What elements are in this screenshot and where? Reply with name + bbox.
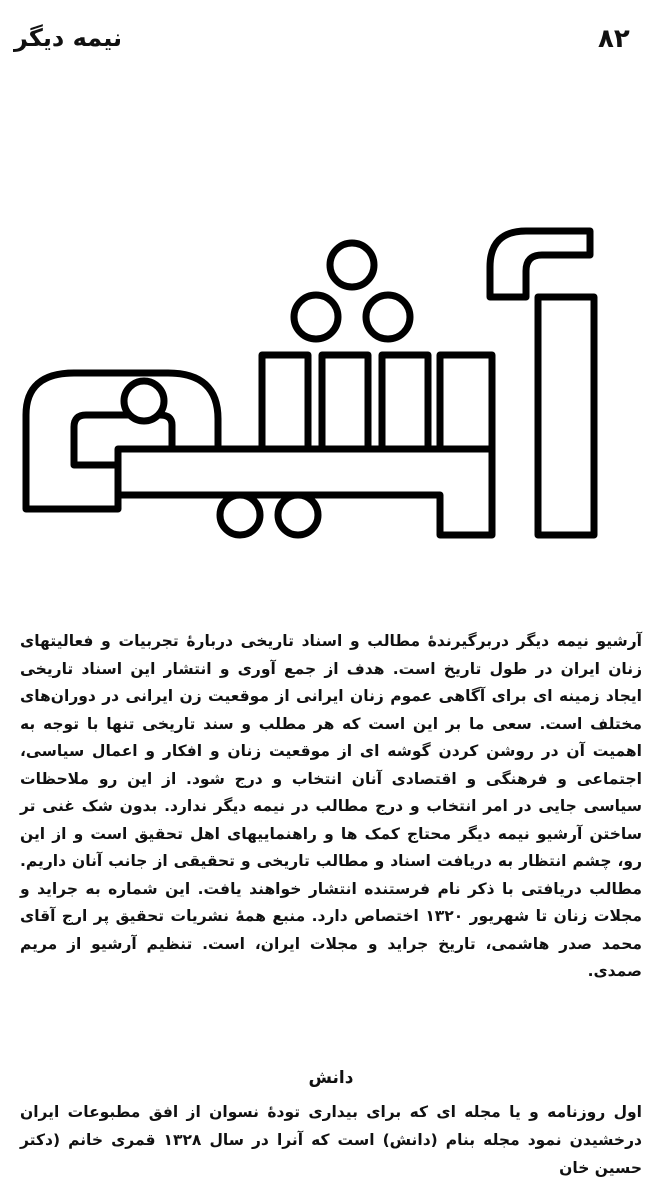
section-body bbox=[20, 1098, 642, 1182]
logo-shin-tooth-3 bbox=[262, 355, 308, 449]
page-number: ۸۲ bbox=[598, 24, 630, 54]
section-heading: دانش bbox=[308, 1068, 354, 1088]
section-paragraph: اول روزنامه و یا مجله ای که برای بیداری تودهٔ نسوان از افق مطبوعات ایران درخشیدن نمود مجله بنام (دانش) است که آنرا در سال ۱۳۲۸ قمری خانم (دکتر حسین خان bbox=[20, 1103, 642, 1177]
logo-dot bbox=[278, 495, 318, 535]
logo-re-stroke bbox=[440, 355, 492, 449]
archive-logo bbox=[22, 205, 614, 547]
logo-dot bbox=[294, 295, 338, 339]
logo-dot bbox=[330, 243, 374, 287]
archive-intro-paragraph: آرشیو نیمه دیگر دربرگیرندهٔ مطالب و اسناد تاریخی دربارهٔ تجربیات و فعالیتهای زنان ایران در طول تاریخ است. هدف از جمع آوری و انتشار این اسناد تاریخی ایجاد زمینه ای برای آگاهی عموم زنان ایرانی از موقعیت زن ایرانی در دوران‌های مختلف است. سعی ما بر این است که هر مطلب و سند تاریخی تنها با توجه به اهمیت آن در روشن کردن گوشه ای از موقعیت زنان و افکار و اعمال سیاسی، اجتماعی و فرهنگی و اقتصادی آنان انتخاب و درج شود. از این رو ملاحظات سیاسی جایی در امر انتخاب و درج مطالب در نیمه دیگر ندارد. بدون شک غنی تر ساختن آرشیو نیمه دیگر محتاج کمک ها و راهنماییهای اهل تحقیق است و از این رو، چشم انتظار به دریافت اسناد و مطالب تاریخی و تحقیقی از جانب آنان داریم. مطالب دریافتی با ذکر نام فرستنده انتشار خواهند یافت. این شماره به جراید و مجلات زنان تا شهریور ۱۳۲۰ اختصاص دارد. منبع همهٔ نشریات تحقیق پر ارج آقای محمد صدر هاشمی، تاریخ جراید و مجلات ایران، است. تنظیم آرشیو از مریم صمدی. bbox=[20, 632, 643, 980]
logo-dot bbox=[366, 295, 410, 339]
logo-shin-tooth-1 bbox=[382, 355, 428, 449]
page-header bbox=[0, 22, 662, 62]
logo-dot bbox=[220, 495, 260, 535]
logo-alef-stem bbox=[538, 297, 594, 535]
logo-madda-stroke bbox=[490, 231, 590, 297]
logo-dot bbox=[124, 381, 164, 421]
logo-shin-tooth-2 bbox=[322, 355, 368, 449]
archive-intro bbox=[20, 628, 642, 986]
running-title: نیمه دیگر bbox=[14, 24, 123, 52]
